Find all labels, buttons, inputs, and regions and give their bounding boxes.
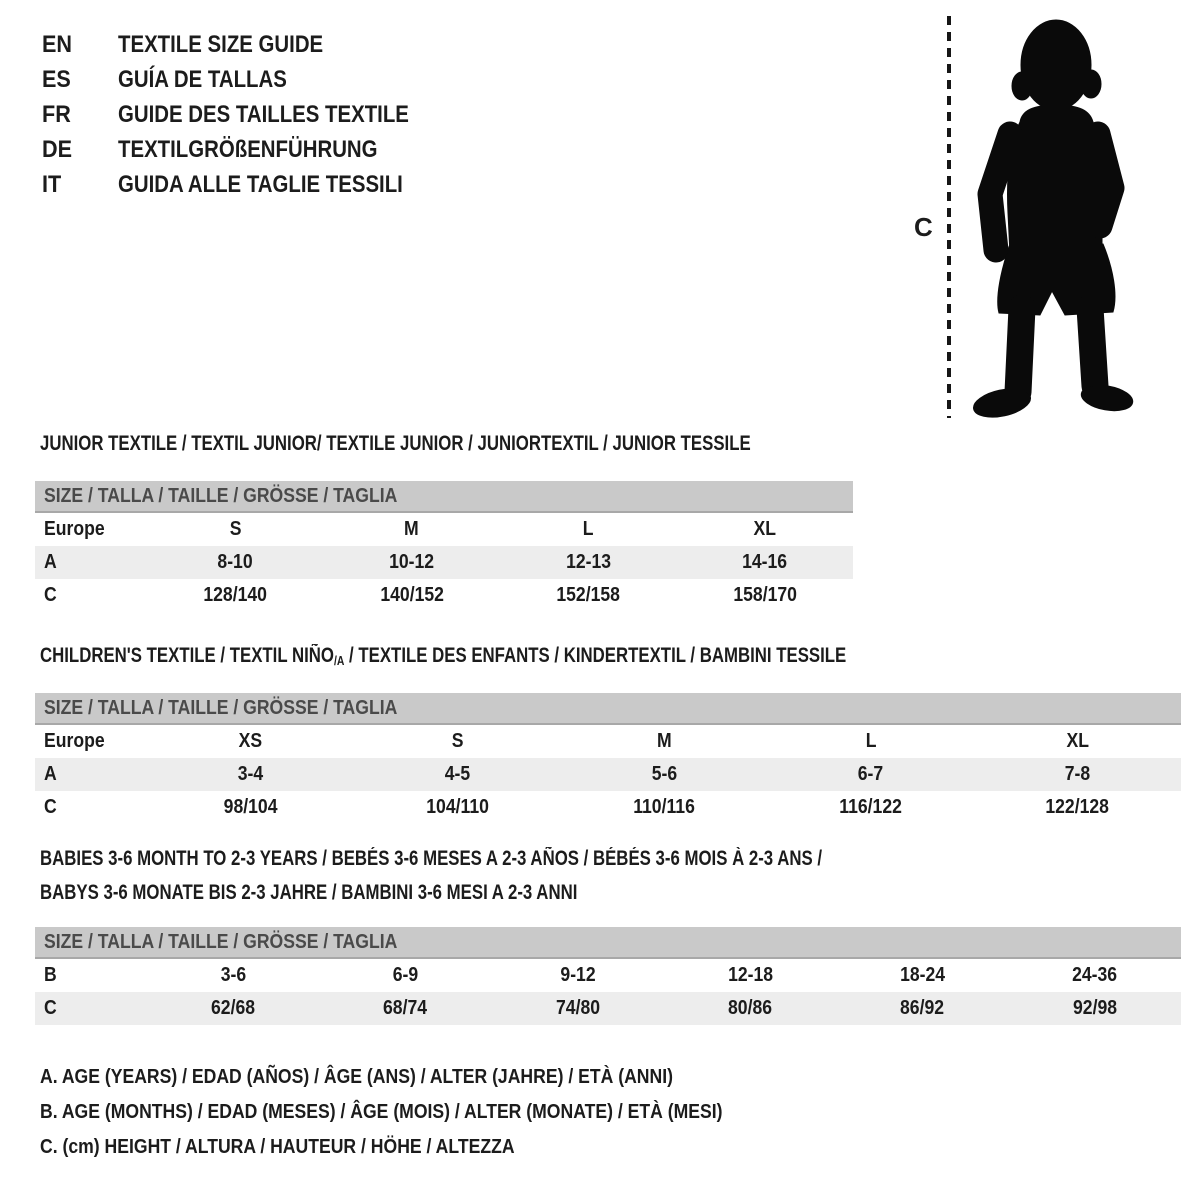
table-cell xyxy=(147,964,319,987)
row-label xyxy=(35,730,147,753)
table-cell xyxy=(561,730,768,753)
section-title-part: / TEXTILE DES ENFANTS / KINDERTEXTIL / BAMBINI TESSILE xyxy=(344,644,847,667)
language-row xyxy=(42,167,460,202)
language-title: TEXTILGRÖßENFÜHRUNG xyxy=(118,135,378,163)
section-title-text xyxy=(40,639,846,675)
table-cell-text: XL xyxy=(753,518,776,540)
section-children xyxy=(35,639,1181,824)
language-row xyxy=(42,97,460,132)
section-title-text xyxy=(40,876,577,910)
section-title-text xyxy=(40,427,751,461)
row-label xyxy=(35,763,147,786)
row-label-text: A xyxy=(44,551,57,573)
table-cell xyxy=(354,763,561,786)
table-cell xyxy=(147,796,354,819)
table-cell xyxy=(836,997,1008,1020)
table-cell-text: L xyxy=(865,730,877,752)
table-cell xyxy=(767,796,974,819)
language-code: EN xyxy=(42,30,73,58)
table-row xyxy=(35,758,1181,791)
table-cell xyxy=(147,551,324,574)
table-header-text: SIZE / TALLA / TAILLE / GRÖSSE / TAGLIA xyxy=(44,696,398,719)
table-header-text: SIZE / TALLA / TAILLE / GRÖSSE / TAGLIA xyxy=(44,484,398,507)
table-cell-text: 128/140 xyxy=(203,584,268,606)
section-title-part: JUNIOR TEXTILE / TEXTIL JUNIOR/ TEXTILE JUNIOR / JUNIORTEXTIL / JUNIOR TESSILE xyxy=(40,432,751,455)
language-code: ES xyxy=(42,65,71,93)
table-row xyxy=(35,791,1181,824)
row-label-text: C xyxy=(44,584,57,606)
table-cell xyxy=(677,551,854,574)
table-cell-text: 3-4 xyxy=(237,763,264,785)
table-cell-text: 6-7 xyxy=(858,763,884,785)
row-label-text: C xyxy=(44,997,57,1019)
footnote-text: B. AGE (MONTHS) / EDAD (MESES) / ÂGE (MOIS) / ALTER (MONATE) / ETÀ (MESI) xyxy=(40,1101,723,1123)
table-cell-text: 62/68 xyxy=(211,997,256,1019)
language-code: IT xyxy=(42,170,62,198)
table-header-bar xyxy=(35,481,853,513)
size-table xyxy=(35,693,1181,824)
table-cell xyxy=(492,964,664,987)
row-label xyxy=(35,551,147,574)
table-cell xyxy=(147,518,324,541)
table-cell xyxy=(561,763,768,786)
table-cell-text: 152/158 xyxy=(556,584,621,606)
table-cell-text: 12-18 xyxy=(727,964,773,986)
table-cell-text: 110/116 xyxy=(633,796,695,818)
table-cell xyxy=(664,997,836,1020)
table-cell-text: M xyxy=(656,730,672,752)
table-cell xyxy=(767,763,974,786)
footnote-text: C. (cm) HEIGHT / ALTURA / HAUTEUR / HÖHE / ALTEZZA xyxy=(40,1136,515,1158)
row-label-text: A xyxy=(44,763,57,785)
table-header-bar xyxy=(35,693,1181,725)
table-cell-text: 92/98 xyxy=(1072,997,1117,1019)
row-label xyxy=(35,584,147,607)
table-cell-text: L xyxy=(582,518,594,540)
section-title xyxy=(40,639,1181,675)
language-code: DE xyxy=(42,135,73,163)
table-cell xyxy=(500,551,677,574)
size-table xyxy=(35,481,853,612)
row-label xyxy=(35,997,147,1020)
table-cell xyxy=(319,964,491,987)
section-title-part: BABYS 3-6 MONATE BIS 2-3 JAHRE / BAMBINI 3-6 MESI A 2-3 ANNI xyxy=(40,881,578,904)
language-title: GUÍA DE TALLAS xyxy=(118,65,287,93)
table-cell-text: 3-6 xyxy=(220,964,246,986)
table-cell-text: 24-36 xyxy=(1072,964,1118,986)
table-cell-text: XS xyxy=(238,730,263,752)
table-cell-text: 86/92 xyxy=(900,997,945,1019)
size-table xyxy=(35,927,1181,1025)
table-cell-text: 116/122 xyxy=(839,796,903,818)
table-cell xyxy=(354,796,561,819)
table-cell-text: 4-5 xyxy=(444,763,470,785)
footnote xyxy=(40,1095,816,1130)
table-cell xyxy=(354,730,561,753)
language-code: FR xyxy=(42,100,71,128)
table-cell xyxy=(147,763,354,786)
table-cell xyxy=(677,518,854,541)
table-cell-text: 80/86 xyxy=(728,997,773,1019)
table-cell-text: 8-10 xyxy=(217,551,253,573)
table-cell xyxy=(324,551,501,574)
footnote xyxy=(40,1060,816,1095)
table-cell-text: 9-12 xyxy=(560,964,596,986)
table-cell-text: 12-13 xyxy=(565,551,611,573)
height-measure-label: C xyxy=(914,212,933,242)
section-junior xyxy=(35,427,928,612)
table-cell-text: S xyxy=(229,518,242,540)
table-cell-text: 98/104 xyxy=(223,796,278,818)
row-label-text: B xyxy=(44,964,57,986)
row-label xyxy=(35,796,147,819)
row-label-text: Europe xyxy=(44,518,105,540)
table-cell xyxy=(500,584,677,607)
table-cell-text: S xyxy=(451,730,464,752)
table-cell-text: 74/80 xyxy=(555,997,600,1019)
table-cell-text: 7-8 xyxy=(1064,763,1091,785)
footnote-text: A. AGE (YEARS) / EDAD (AÑOS) / ÂGE (ANS) / ALTER (JAHRE) / ETÀ (ANNI) xyxy=(40,1066,673,1088)
section-babies xyxy=(35,842,1181,1025)
section-title-part: /A xyxy=(333,653,345,668)
table-row xyxy=(35,513,853,546)
language-title: GUIDE DES TAILLES TEXTILE xyxy=(118,100,409,128)
table-cell xyxy=(324,584,501,607)
language-title: TEXTILE SIZE GUIDE xyxy=(118,30,324,58)
table-row xyxy=(35,959,1181,992)
table-cell xyxy=(492,997,664,1020)
section-title-part: CHILDREN'S TEXTILE / TEXTIL NIÑO xyxy=(40,644,334,667)
language-title: GUIDA ALLE TAGLIE TESSILI xyxy=(118,170,403,198)
row-label-text: C xyxy=(44,796,57,818)
table-cell-text: 104/110 xyxy=(425,796,489,818)
footnote xyxy=(40,1130,816,1165)
language-list xyxy=(42,27,460,202)
section-title xyxy=(40,427,928,461)
table-cell xyxy=(500,518,677,541)
row-label-text: Europe xyxy=(44,730,105,752)
table-cell xyxy=(974,730,1181,753)
table-cell xyxy=(1009,997,1181,1020)
table-cell xyxy=(767,730,974,753)
toddler-silhouette-icon xyxy=(952,12,1152,424)
section-title-part: BABIES 3-6 MONTH TO 2-3 YEARS / BEBÉS 3-6 MESES A 2-3 AÑOS / BÉBÉS 3-6 MOIS À 2-3 ANS / xyxy=(40,847,823,870)
height-dashed-line xyxy=(947,16,951,418)
table-cell-text: 140/152 xyxy=(379,584,444,606)
table-cell-text: 14-16 xyxy=(742,551,788,573)
table-cell xyxy=(324,518,501,541)
table-cell-text: 122/128 xyxy=(1045,796,1110,818)
language-row xyxy=(42,62,460,97)
table-cell xyxy=(147,584,324,607)
table-cell-text: M xyxy=(404,518,420,540)
footnotes xyxy=(40,1060,816,1165)
table-header-text: SIZE / TALLA / TAILLE / GRÖSSE / TAGLIA xyxy=(44,930,398,953)
section-title-text xyxy=(40,842,822,876)
table-cell-text: XL xyxy=(1066,730,1089,752)
table-cell-text: 10-12 xyxy=(389,551,435,573)
table-row xyxy=(35,992,1181,1025)
table-row xyxy=(35,725,1181,758)
table-cell xyxy=(664,964,836,987)
table-cell xyxy=(974,796,1181,819)
row-label xyxy=(35,518,147,541)
table-header-bar xyxy=(35,927,1181,959)
table-cell-text: 18-24 xyxy=(899,964,945,986)
table-cell xyxy=(1009,964,1181,987)
table-cell xyxy=(147,997,319,1020)
table-cell-text: 5-6 xyxy=(651,763,677,785)
table-cell xyxy=(974,763,1181,786)
table-cell xyxy=(836,964,1008,987)
section-title xyxy=(40,876,1181,910)
table-cell-text: 68/74 xyxy=(383,997,428,1019)
table-row xyxy=(35,579,853,612)
table-cell-text: 158/170 xyxy=(732,584,797,606)
table-cell xyxy=(319,997,491,1020)
table-cell xyxy=(677,584,854,607)
table-cell xyxy=(147,730,354,753)
language-row xyxy=(42,132,460,167)
section-title xyxy=(40,842,1181,876)
table-cell-text: 6-9 xyxy=(392,964,419,986)
table-cell xyxy=(561,796,768,819)
language-row xyxy=(42,27,460,62)
row-label xyxy=(35,964,147,987)
table-row xyxy=(35,546,853,579)
